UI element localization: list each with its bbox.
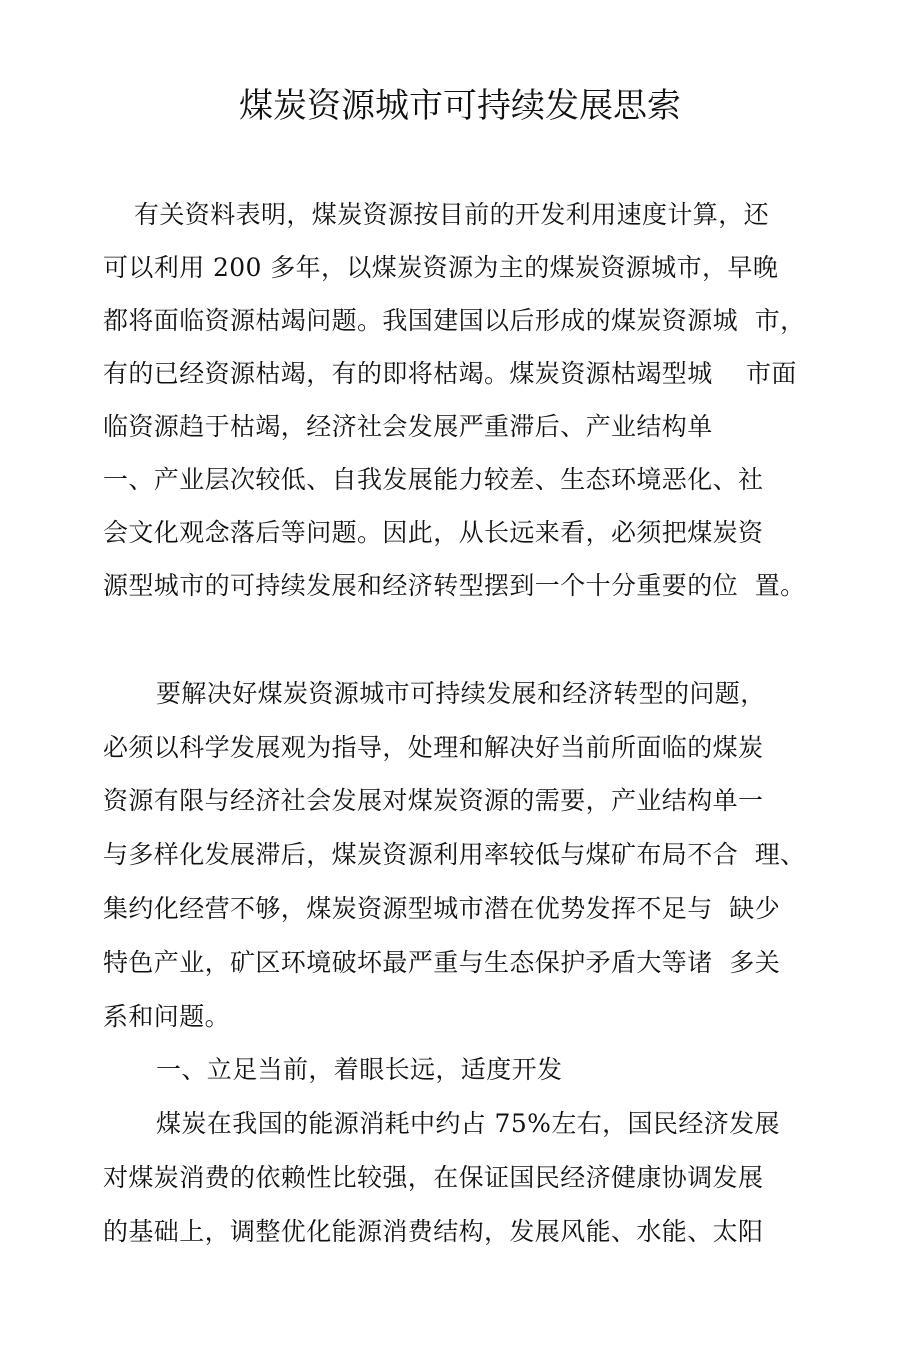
document-title: 煤炭资源城市可持续发展思索	[239, 86, 681, 126]
paragraph-line: 要解决好煤炭资源城市可持续发展和经济转型的问题，	[156, 679, 766, 708]
section-heading-text: 一、立足当前，着眼长远，适度开发	[156, 1055, 563, 1084]
paragraph-line: 有关资料表明，煤炭资源按目前的开发利用速度计算，还	[134, 200, 770, 229]
paragraph-line: 系和问题。	[103, 1002, 231, 1031]
paragraph-line: 与多样化发展滞后，煤炭资源利用率较低与煤矿布局不合 理、	[103, 840, 806, 869]
paragraph-line: 有的已经资源枯竭，有的即将枯竭。煤炭资源枯竭型城 市面	[103, 359, 797, 388]
paragraph-line: 会文化观念落后等问题。因此，从长远来看，必须把煤炭资	[103, 518, 764, 547]
paragraph-line: 资源有限与经济社会发展对煤炭资源的需要，产业结构单一	[103, 786, 764, 815]
paragraph-line: 可以利用 200 多年，以煤炭资源为主的煤炭资源城市，早晚	[103, 253, 779, 282]
paragraph-line: 源型城市的可持续发展和经济转型摆到一个十分重要的位 置。	[103, 571, 806, 600]
paragraph-line: 临资源趋于枯竭，经济社会发展严重滞后、产业结构单	[103, 412, 713, 441]
paragraph-line: 都将面临资源枯竭问题。我国建国以后形成的煤炭资源城 市，	[103, 306, 806, 335]
paragraph-line: 必须以科学发展观为指导，处理和解决好当前所面临的煤炭	[103, 733, 764, 762]
paragraph-line: 对煤炭消费的依赖性比较强，在保证国民经济健康协调发展	[103, 1163, 764, 1192]
paragraph-line: 特色产业，矿区环境破坏最严重与生态保护矛盾大等诸 多关	[103, 948, 781, 977]
paragraph-line: 的基础上，调整优化能源消费结构，发展风能、水能、太阳	[103, 1217, 764, 1246]
paragraph-line: 煤炭在我国的能源消耗中约占 75%左右，国民经济发展	[156, 1109, 780, 1138]
paragraph-line: 一、产业层次较低、自我发展能力较差、生态环境恶化、社	[103, 465, 764, 494]
paragraph-line: 集约化经营不够，煤炭资源型城市潜在优势发挥不足与 缺少	[103, 894, 781, 923]
